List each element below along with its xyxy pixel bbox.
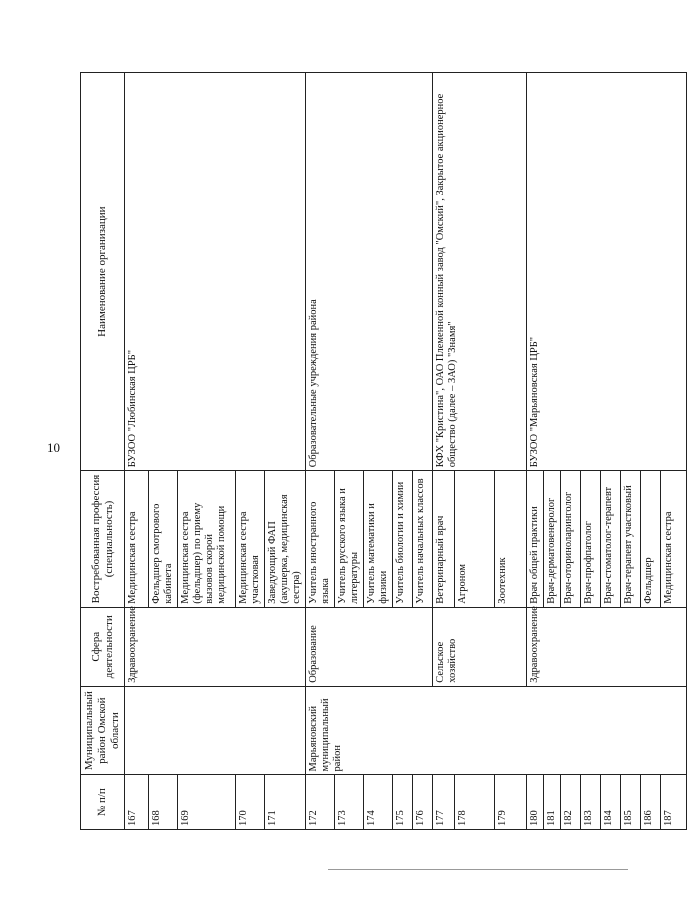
cell-profession: Медицинская сестра (661, 471, 687, 607)
cell-num: 176 (413, 775, 433, 830)
cell-num: 172 (306, 775, 335, 830)
header-num: № п/п (81, 775, 125, 830)
cell-profession: Медицинская сестра (фельдшер) по приему вызовов скорой медицинской помощи (178, 471, 236, 607)
cell-profession: Врач-оториноларинголог (561, 471, 581, 607)
table-row (125, 73, 149, 830)
cell-num: 183 (581, 775, 601, 830)
cell-num: 167 (125, 775, 149, 830)
cell-num: 169 (178, 775, 236, 830)
cell-profession: Врач-стоматолог-терапевт (601, 471, 621, 607)
cell-organization: БУЗОО "Марьяновская ЦРБ" (527, 73, 687, 471)
cell-profession: Заведующий ФАП (акушерка, медицинская сестра) (265, 471, 306, 607)
cell-num: 187 (661, 775, 687, 830)
header-sphere: Сфера деятельности (81, 607, 125, 686)
cell-profession: Фельдшер (641, 471, 661, 607)
cell-num: 179 (495, 775, 527, 830)
cell-num: 182 (561, 775, 581, 830)
cell-profession: Агроном (455, 471, 495, 607)
header-row (81, 73, 125, 830)
cell-num: 168 (149, 775, 178, 830)
cell-num: 170 (236, 775, 265, 830)
cell-profession: Врач-терапевт участковый (621, 471, 641, 607)
cell-profession: Ветеринарный врач (433, 471, 455, 607)
cell-sphere: Здравоохранение (527, 607, 687, 686)
cell-profession: Зоотехник (495, 471, 527, 607)
cell-num: 178 (455, 775, 495, 830)
cell-profession: Врач-профпатолог (581, 471, 601, 607)
cell-profession: Учитель математики и физики (364, 471, 393, 607)
cell-organization: Образовательные учреждения района (306, 73, 433, 471)
cell-num: 175 (393, 775, 413, 830)
cell-num: 181 (544, 775, 561, 830)
cell-profession: Учитель иностранного языка (306, 471, 335, 607)
cell-profession: Врач общей практики (527, 471, 544, 607)
cell-sphere: Здравоохранение (125, 607, 306, 686)
header-organization: Наименование организации (81, 73, 125, 471)
cell-num: 184 (601, 775, 621, 830)
cell-sphere: Образование (306, 607, 433, 686)
cell-profession: Медицинская сестра участковая (236, 471, 265, 607)
cell-num: 186 (641, 775, 661, 830)
cell-profession: Учитель биологии и химии (393, 471, 413, 607)
cell-num: 174 (364, 775, 393, 830)
cell-num: 185 (621, 775, 641, 830)
professions-table (80, 72, 687, 830)
cell-num: 180 (527, 775, 544, 830)
cell-sphere: Сельское хозяйство (433, 607, 527, 686)
table-row (306, 73, 335, 830)
cell-profession: Учитель русского языка и литературы (335, 471, 364, 607)
cell-profession: Врач-дерматовенеролог (544, 471, 561, 607)
scan-edge-line (328, 869, 628, 870)
cell-num: 171 (265, 775, 306, 830)
cell-num: 177 (433, 775, 455, 830)
cell-profession: Фельдшер смотрового кабинета (149, 471, 178, 607)
cell-organization: БУЗОО "Любинская ЦРБ" (125, 73, 306, 471)
cell-district (125, 686, 306, 775)
page-number: 10 (47, 440, 60, 455)
rotated-table-wrapper (80, 72, 674, 830)
cell-num: 173 (335, 775, 364, 830)
cell-organization: КФХ "Кристина", ОАО Племенной конный завод "Омский", Закрытое акционерное общество (далее – ЗАО) "Знамя" (433, 73, 527, 471)
cell-profession: Медицинская сестра (125, 471, 149, 607)
cell-profession: Учитель начальных классов (413, 471, 433, 607)
cell-district: Марьяновский муниципальный район (306, 686, 687, 775)
header-district: Муниципальный район Омской области (81, 686, 125, 775)
header-profession: Востребованная профессия (специальность) (81, 471, 125, 607)
